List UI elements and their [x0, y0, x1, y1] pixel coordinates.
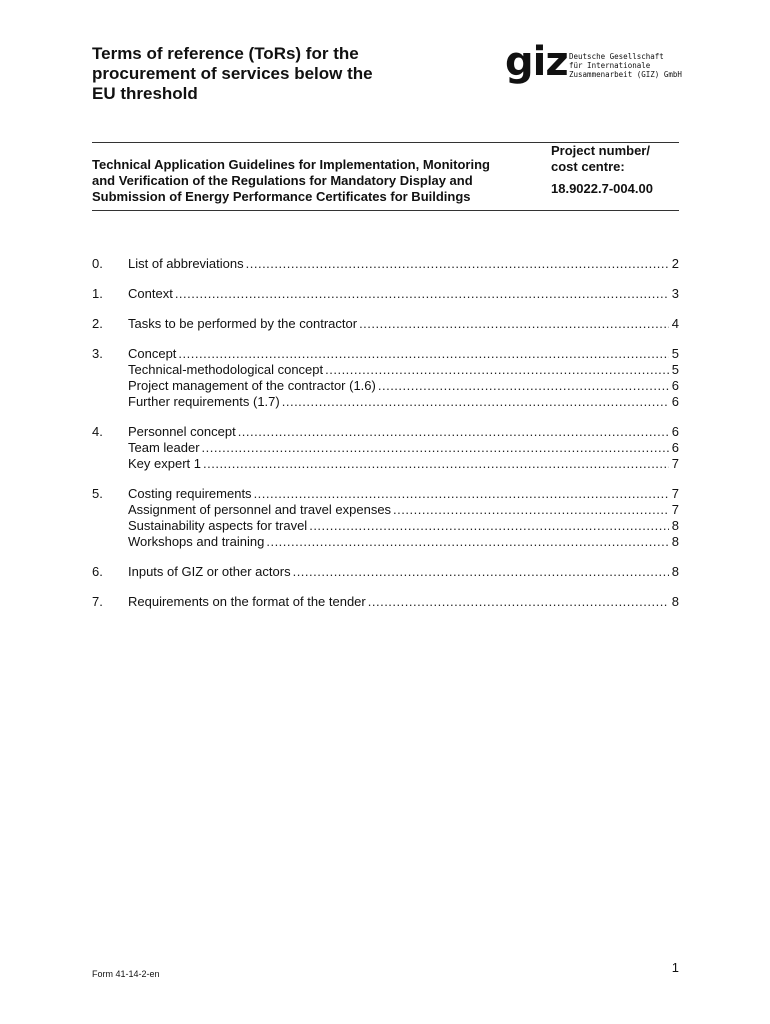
bottom-divider — [92, 210, 679, 211]
toc-entry-label: Technical-methodological concept — [128, 362, 324, 377]
toc-entry-label: Inputs of GIZ or other actors — [128, 564, 291, 579]
toc-entry-label: Sustainability aspects for travel — [128, 518, 308, 533]
subtitle-line: Technical Application Guidelines for Implementation, Monitoring — [92, 157, 490, 172]
table-of-contents — [92, 256, 679, 624]
logo-line: für Internationale — [569, 61, 651, 70]
toc-leader-dots — [254, 486, 669, 502]
toc-entry-label: Assignment of personnel and travel expenses — [128, 502, 392, 517]
toc-entry-number: 0. — [92, 256, 103, 271]
logo-line: Zusammenarbeit (GIZ) GmbH — [569, 70, 682, 79]
toc-entry-page: 8 — [671, 564, 679, 579]
toc-entry-page: 4 — [671, 316, 679, 331]
toc-subentry[interactable] — [92, 502, 679, 518]
toc-entry-page: 7 — [671, 502, 679, 517]
toc-entry-label: Key expert 1 — [128, 456, 201, 471]
toc-entry-page: 8 — [671, 534, 679, 549]
toc-entry-number: 1. — [92, 286, 103, 301]
toc-entry-number: 2. — [92, 316, 103, 331]
subtitle-line: and Verification of the Regulations for Mandatory Display and — [92, 173, 473, 188]
toc-entry-number: 3. — [92, 346, 103, 361]
toc-leader-dots — [393, 502, 669, 518]
toc-entry-label: Further requirements (1.7) — [128, 394, 280, 409]
toc-entry[interactable] — [92, 316, 679, 332]
giz-logo-text — [569, 52, 689, 79]
toc-subentry[interactable] — [92, 456, 679, 472]
toc-section — [92, 564, 679, 580]
toc-entry-label: Costing requirements — [128, 486, 252, 501]
toc-entry-label: Team leader — [128, 440, 200, 455]
toc-entry-number: 7. — [92, 594, 103, 609]
toc-section — [92, 286, 679, 302]
title-line: Terms of reference (ToRs) for the — [92, 44, 359, 63]
toc-leader-dots — [175, 286, 669, 302]
toc-entry[interactable] — [92, 486, 679, 502]
toc-entry-number: 5. — [92, 486, 103, 501]
toc-entry-page: 7 — [671, 456, 679, 471]
toc-section — [92, 256, 679, 272]
toc-leader-dots — [282, 394, 669, 410]
toc-leader-dots — [203, 456, 669, 472]
toc-entry-page: 6 — [671, 394, 679, 409]
toc-leader-dots — [293, 564, 669, 580]
toc-entry-label: Personnel concept — [128, 424, 236, 439]
toc-entry-page: 6 — [671, 440, 679, 455]
toc-leader-dots — [178, 346, 669, 362]
toc-entry[interactable] — [92, 286, 679, 302]
toc-entry-page: 6 — [671, 378, 679, 393]
toc-section — [92, 346, 679, 410]
toc-entry-page: 3 — [671, 286, 679, 301]
toc-section — [92, 424, 679, 472]
toc-entry-label: Project management of the contractor (1.6) — [128, 378, 376, 393]
toc-entry-number: 4. — [92, 424, 103, 439]
subtitle-line: Submission of Energy Performance Certificates for Buildings — [92, 189, 471, 204]
toc-leader-dots — [266, 534, 669, 550]
toc-subentry[interactable] — [92, 534, 679, 550]
toc-entry[interactable] — [92, 594, 679, 610]
logo-line: Deutsche Gesellschaft — [569, 52, 664, 61]
toc-entry-page: 6 — [671, 424, 679, 439]
toc-entry-label: Tasks to be performed by the contractor — [128, 316, 358, 331]
toc-entry-label: Requirements on the format of the tender — [128, 594, 366, 609]
toc-leader-dots — [378, 378, 669, 394]
toc-entry-number: 6. — [92, 564, 103, 579]
toc-entry-page: 2 — [671, 256, 679, 271]
toc-entry-label: Context — [128, 286, 173, 301]
toc-leader-dots — [309, 518, 669, 534]
toc-leader-dots — [368, 594, 669, 610]
toc-entry-page: 5 — [671, 362, 679, 377]
project-label-line: Project number/ — [551, 143, 650, 158]
toc-leader-dots — [325, 362, 669, 378]
toc-section — [92, 486, 679, 550]
toc-subentry[interactable] — [92, 362, 679, 378]
document-title — [92, 44, 432, 104]
title-line: procurement of services below the — [92, 64, 373, 83]
toc-leader-dots — [238, 424, 669, 440]
toc-entry-label: Workshops and training — [128, 534, 265, 549]
toc-entry-page: 7 — [671, 486, 679, 501]
page-number: 1 — [671, 960, 679, 975]
toc-entry[interactable] — [92, 346, 679, 362]
toc-leader-dots — [246, 256, 669, 272]
title-line: EU threshold — [92, 84, 198, 103]
project-number: 18.9022.7-004.00 — [551, 181, 653, 196]
toc-subentry[interactable] — [92, 394, 679, 410]
toc-leader-dots — [202, 440, 669, 456]
toc-section — [92, 594, 679, 610]
toc-entry-label: Concept — [128, 346, 177, 361]
project-info — [551, 143, 679, 197]
toc-entry[interactable] — [92, 256, 679, 272]
toc-entry-page: 8 — [671, 518, 679, 533]
toc-subentry[interactable] — [92, 440, 679, 456]
toc-entry-page: 5 — [671, 346, 679, 361]
form-number: Form 41-14-2-en — [92, 969, 160, 979]
document-subtitle — [92, 157, 537, 205]
project-label-line: cost centre: — [551, 159, 625, 174]
toc-subentry[interactable] — [92, 518, 679, 534]
toc-entry-label: List of abbreviations — [128, 256, 244, 271]
toc-subentry[interactable] — [92, 378, 679, 394]
toc-entry[interactable] — [92, 564, 679, 580]
toc-leader-dots — [359, 316, 669, 332]
toc-section — [92, 316, 679, 332]
toc-entry-page: 8 — [671, 594, 679, 609]
toc-entry[interactable] — [92, 424, 679, 440]
giz-logo-mark: giz — [505, 39, 568, 85]
